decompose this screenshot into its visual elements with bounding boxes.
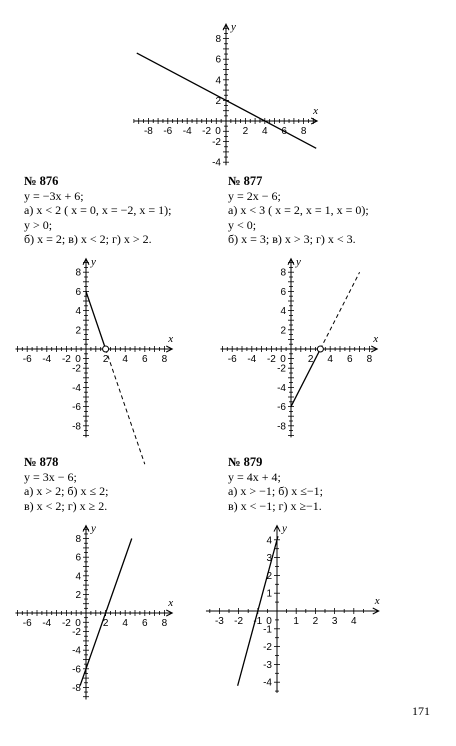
x-tick-label: -6 xyxy=(22,618,32,629)
y-tick-label: 4 xyxy=(266,535,272,547)
x-tick-label: 4 xyxy=(351,616,357,627)
y-tick-label: 4 xyxy=(280,306,286,318)
problem-line: y = −3x + 6; xyxy=(24,188,84,203)
x-tick-label: -2 xyxy=(266,354,276,365)
y-tick-label: 6 xyxy=(75,552,81,564)
page-number: 171 xyxy=(412,704,430,718)
y-tick-label: 8 xyxy=(75,534,81,546)
y-tick-label: -3 xyxy=(263,659,272,671)
problem-line: y > 0; xyxy=(24,217,53,232)
y-tick-label: -8 xyxy=(72,421,81,433)
x-tick-label: 6 xyxy=(281,126,287,137)
problem-line: y = 3x − 6; xyxy=(24,469,77,484)
problem-line: y = 2x − 6; xyxy=(228,188,281,203)
x-tick-label: -6 xyxy=(163,126,173,137)
y-tick-label: -4 xyxy=(263,677,272,689)
y-tick-label: 2 xyxy=(215,95,221,107)
x-tick-label: -1 xyxy=(253,616,263,627)
x-tick-label: -2 xyxy=(202,126,212,137)
problem-line: а) x < 2 ( x = 0, x = −2, x = 1); xyxy=(24,203,172,217)
x-axis-label: x xyxy=(313,105,319,117)
y-tick-label: 1 xyxy=(266,588,272,600)
y-axis-label: y xyxy=(231,21,236,34)
x-axis-label: x xyxy=(374,595,380,607)
x-tick-label: 6 xyxy=(142,618,148,629)
x-tick-label: 8 xyxy=(161,354,168,365)
y-tick-label: 6 xyxy=(215,54,221,66)
y-tick-label: 4 xyxy=(75,571,81,583)
y-tick-label: -4 xyxy=(212,157,221,169)
y-tick-label: -2 xyxy=(212,137,221,149)
x-tick-label: 2 xyxy=(102,354,109,365)
x-tick-label: -4 xyxy=(42,618,52,629)
problem-number: № 877 xyxy=(228,174,263,188)
y-tick-label: 2 xyxy=(266,570,272,582)
x-tick-label: 8 xyxy=(300,126,307,137)
x-tick-label: 1 xyxy=(293,616,299,627)
x-tick-label: 4 xyxy=(122,618,128,629)
x-tick-label: 8 xyxy=(161,618,168,629)
x-tick-label: 0 xyxy=(75,618,81,629)
x-tick-label: -8 xyxy=(143,126,153,137)
problem-line: в) x < −1; г) x ≥−1. xyxy=(228,498,322,513)
problem-line: а) x > 2; б) x ≤ 2; xyxy=(24,484,109,498)
x-tick-label: 0 xyxy=(280,354,286,365)
y-tick-label: -6 xyxy=(277,402,286,414)
x-tick-label: -2 xyxy=(61,618,71,629)
x-tick-label: 4 xyxy=(327,354,333,365)
x-tick-label: -2 xyxy=(234,616,244,627)
x-tick-label: 3 xyxy=(331,616,338,627)
x-tick-label: 0 xyxy=(75,354,81,365)
x-tick-label: 4 xyxy=(122,354,128,365)
y-axis-label: y xyxy=(91,522,96,535)
x-tick-label: 0 xyxy=(215,126,221,137)
y-tick-label: -1 xyxy=(263,624,272,636)
y-tick-label: -4 xyxy=(277,382,286,394)
x-tick-label: 2 xyxy=(312,616,319,627)
y-tick-label: -8 xyxy=(72,682,81,694)
problem-line: б) x = 3; в) x > 3; г) x < 3. xyxy=(228,232,356,246)
y-tick-label: 2 xyxy=(75,589,81,601)
x-tick-label: -3 xyxy=(214,616,224,627)
y-tick-label: 2 xyxy=(75,325,81,337)
x-tick-label: -6 xyxy=(22,354,32,365)
y-tick-label: 6 xyxy=(75,286,81,298)
x-tick-label: 6 xyxy=(347,354,353,365)
x-axis-label: x xyxy=(168,333,174,345)
y-tick-label: -4 xyxy=(72,645,81,657)
y-tick-label: -2 xyxy=(72,363,81,375)
y-tick-label: 8 xyxy=(280,267,286,279)
problem-line: y < 0; xyxy=(228,217,257,232)
y-axis-label: y xyxy=(91,255,96,268)
problem-line: y = 4x + 4; xyxy=(228,469,281,484)
problem-number: № 876 xyxy=(24,174,59,188)
problem-line: а) x < 3 ( x = 2, x = 1, x = 0); xyxy=(228,203,369,217)
x-tick-label: 0 xyxy=(266,616,272,627)
problem-line: б) x = 2; в) x < 2; г) x > 2. xyxy=(24,232,152,246)
x-axis-label: x xyxy=(373,333,379,345)
y-tick-label: 2 xyxy=(280,325,286,337)
y-tick-label: -8 xyxy=(277,421,286,433)
y-tick-label: -2 xyxy=(263,642,272,654)
y-tick-label: 6 xyxy=(280,286,286,298)
x-tick-label: 4 xyxy=(262,126,268,137)
problem-line: в) x < 2; г) x ≥ 2. xyxy=(24,498,108,513)
y-tick-label: 8 xyxy=(215,34,221,46)
y-tick-label: -2 xyxy=(72,627,81,639)
y-tick-label: -6 xyxy=(72,402,81,414)
y-tick-label: -2 xyxy=(277,363,286,375)
x-tick-label: -4 xyxy=(42,354,52,365)
problem-number: № 878 xyxy=(24,455,59,469)
x-tick-label: -6 xyxy=(227,354,237,365)
y-tick-label: -6 xyxy=(72,664,81,676)
y-axis-label: y xyxy=(282,522,287,535)
y-tick-label: -4 xyxy=(72,382,81,394)
problem-line: а) x > −1; б) x ≤−1; xyxy=(228,484,323,498)
x-tick-label: 8 xyxy=(366,354,373,365)
x-axis-label: x xyxy=(168,597,174,609)
x-tick-label: -2 xyxy=(61,354,71,365)
y-tick-label: 4 xyxy=(75,306,81,318)
y-tick-label: 4 xyxy=(215,75,221,87)
y-tick-label: 8 xyxy=(75,267,81,279)
x-tick-label: -4 xyxy=(182,126,192,137)
problem-number: № 879 xyxy=(228,455,263,469)
y-axis-label: y xyxy=(296,255,301,268)
x-tick-label: 6 xyxy=(142,354,148,365)
x-tick-label: 2 xyxy=(242,126,249,137)
y-tick-label: 3 xyxy=(266,553,272,565)
x-tick-label: 2 xyxy=(102,618,109,629)
x-tick-label: 2 xyxy=(307,354,314,365)
x-tick-label: -4 xyxy=(247,354,257,365)
